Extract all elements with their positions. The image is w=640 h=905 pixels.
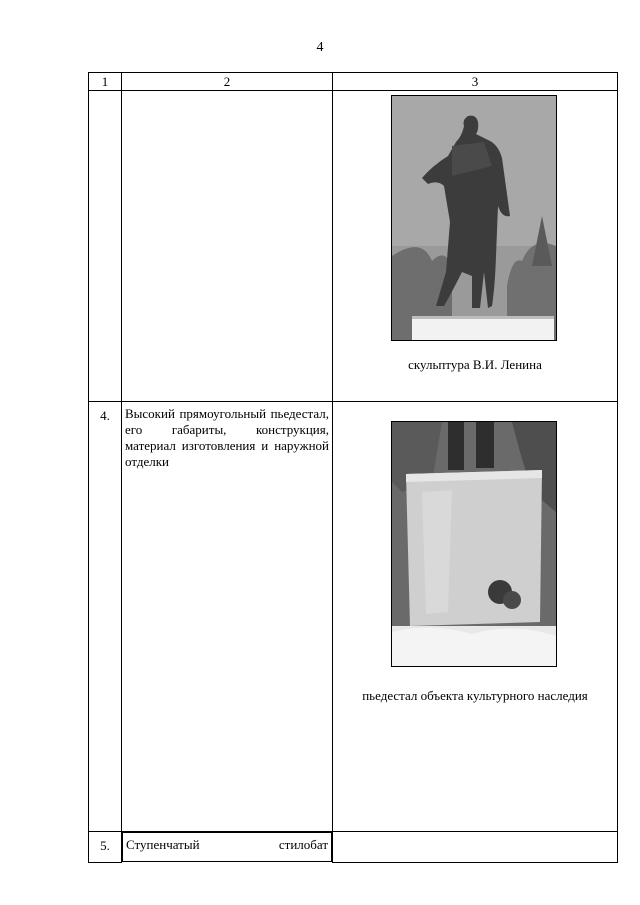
table-row bbox=[89, 402, 618, 832]
table-header-row bbox=[89, 73, 618, 91]
row-description: Высокий прямоугольный пьедестал, его габариты, конструкция, материал изготовления и наружной отделки bbox=[122, 402, 333, 832]
row-number bbox=[89, 91, 122, 402]
table-row bbox=[89, 91, 618, 402]
row-description bbox=[122, 832, 332, 862]
pedestal-photo bbox=[391, 421, 557, 667]
lenin-statue-photo bbox=[391, 95, 557, 341]
row-number: 5. bbox=[89, 832, 122, 863]
monument-features-table bbox=[88, 72, 618, 863]
header-cell-1: 1 bbox=[89, 73, 122, 91]
table-row bbox=[89, 832, 618, 863]
row-number: 4. bbox=[89, 402, 122, 832]
header-cell-2: 2 bbox=[122, 73, 333, 91]
header-cell-3: 3 bbox=[333, 73, 618, 91]
photo-caption: пьедестал объекта культурного наследия bbox=[362, 688, 588, 703]
row-photo-cell bbox=[333, 91, 618, 402]
row-description bbox=[122, 91, 333, 402]
row-description-right: стилобат bbox=[278, 837, 328, 852]
page-number: 4 bbox=[316, 40, 324, 55]
row-description-left: Ступенчатый bbox=[126, 837, 200, 852]
row-photo-cell bbox=[333, 402, 618, 832]
row-photo-cell bbox=[333, 832, 618, 863]
photo-caption: скульптура В.И. Ленина bbox=[408, 357, 542, 372]
